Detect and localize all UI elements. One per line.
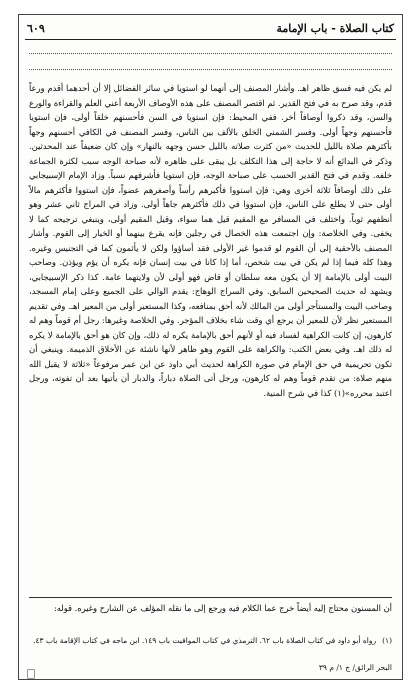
text-separator-rule [29, 597, 392, 598]
dotted-separator-bottom [29, 69, 392, 70]
footnote [29, 635, 392, 647]
chapter-title: كتاب الصلاة - باب الإمامة [276, 21, 394, 35]
footnote-number: (١) [382, 636, 392, 645]
book-page [18, 14, 403, 680]
source-note: البحر الرائق/ ج ١/ م ٣٩ [318, 663, 392, 672]
main-text-block [29, 81, 392, 400]
continuation-text [29, 601, 392, 615]
header-rule [25, 39, 396, 40]
main-paragraph: لم يكن فيه فسق ظاهر اهـ. وأشار المصنف إلى أنهما لو استويا في سائر الفضائل إلا أن أحدهما أقدم ورعاً قدم، وقد صرح به في فتح القدير. ثم اقتصر المصنف على هذه الأوصاف الأربعة أعني العلم والقراءة والورع والسن، وقد ذكروا أوصافاً أخر. ففي المحيط: فإن استويا في السن فأحسنهم خلقاً أولى، فإن استويا فأحسنهم وجهاً أولى. وفسر الشمني الخلق بالألف بين الناس، وفسر المصنف في الكافي أحسنهم وجهاً بأكثرهم صلاة بالليل للحديث «من كثرت صلاته بالليل حسن وجهه بالنهار» وإن كان ضعيفاً عند المحدثين. وذكر في البدائع أنه لا حاجة إلى هذا التكلف بل يبقى على ظاهره لأنه صباحة الوجه سبب لكثرة الجماعة خلفه. وقدم في فتح القدير الحسب على صباحة الوجه، فإن استويا فأشرفهم نسباً. وزاد الإمام الإسبيجابي على ذلك أوصافاً ثلاثة أخرى وهي: فإن استووا فأكبرهم رأساً وأصغرهم عضواً، فإن استووا فأكثرهم مالاً أولى حتى لا يطلع على الناس، فإن استووا في ذلك فأكثرهم جاهاً أولى. وزاد في المراج ثاني عشر وهو أنظفهم ثوباً. واختلف في المسافر مع المقيم قيل هما سواء، وقيل المقيم أولى، وينبغي ترجيحه كما لا يخفى. وفي الخلاصة: وإن اجتمعت هذه الخصال في رجلين فإنه يقرع بينهما أو الخيار إلى القوم. وأشار المصنف بالأحقية إلى أن القوم لو قدموا غير الأولى فقد أساؤوا ولكن لا يأثمون كما في التجنيس وغيره. وهذا كله فيما إذا لم يكن في بيت شخص، أما إذا كانا في بيت إنسان فإنه يكره أن يؤم ويؤذن. وصاحب البيت أولى بالإمامة إلا أن يكون معه سلطان أو قاض فهو أولى لأن ولايتهما عامة. كذا ذكر الإسبيجابي، ويشهد له حديث الصحيحين السابق. وفي السراج الوهاج: يقدم الوالي على الجميع وعلى إمام المسجد، وصاحب البيت والمستأجر أولى من المالك لأنه أحق بمنافعه، وكذا المستعير أولى من المعير اهـ. وفي تقديم المستعير نظر لأن للمعير أن يرجع أي وقت شاء بخلاف المؤجر. وفي الخلاصة وغيرها: رجل أم قوماً وهم له كارهون، إن كانت الكراهية لفساد فيه أو لأنهم أحق بالإمامة يكره له ذلك، وإن كان هو أحق بالإمامة لا يكره له ذلك اهـ. وفي بعض الكتب: والكراهة على القوم وهو ظاهر لأنها ناشئة عن الأخلاق الذميمة. وينبغي أن تكون تحريمية في حق الإمام في صورة الكراهة لحديث أبي داود عن ابن عمر مرفوعاً «ثلاثة لا يقبل الله منهم صلاة: من تقدم قوماً وهم له كارهون، ورجل أتى الصلاة دباراً، والدبار أن يأتيها بعد أن تفوته، ورجل اعتبد محرره»(١) كذا في شرح المنية. [29, 83, 392, 398]
page-mark [27, 669, 35, 679]
dotted-separator-top [29, 53, 392, 54]
running-header [27, 19, 394, 37]
footnote-text: رواه أبو داود في كتاب الصلاة باب ٦٢. الترمذي في كتاب المواقيت باب ١٤٩. ابن ماجه في كتاب الإقامة باب ٤٣. [33, 636, 377, 645]
page-number: ٦٠٩ [27, 21, 45, 35]
continuation-paragraph: أن المسنون محتاج إليه أيضاً خرج عما الكلام فيه ورجع إلى ما نقله المؤلف عن الشارح وغيره. قوله: [53, 603, 392, 613]
